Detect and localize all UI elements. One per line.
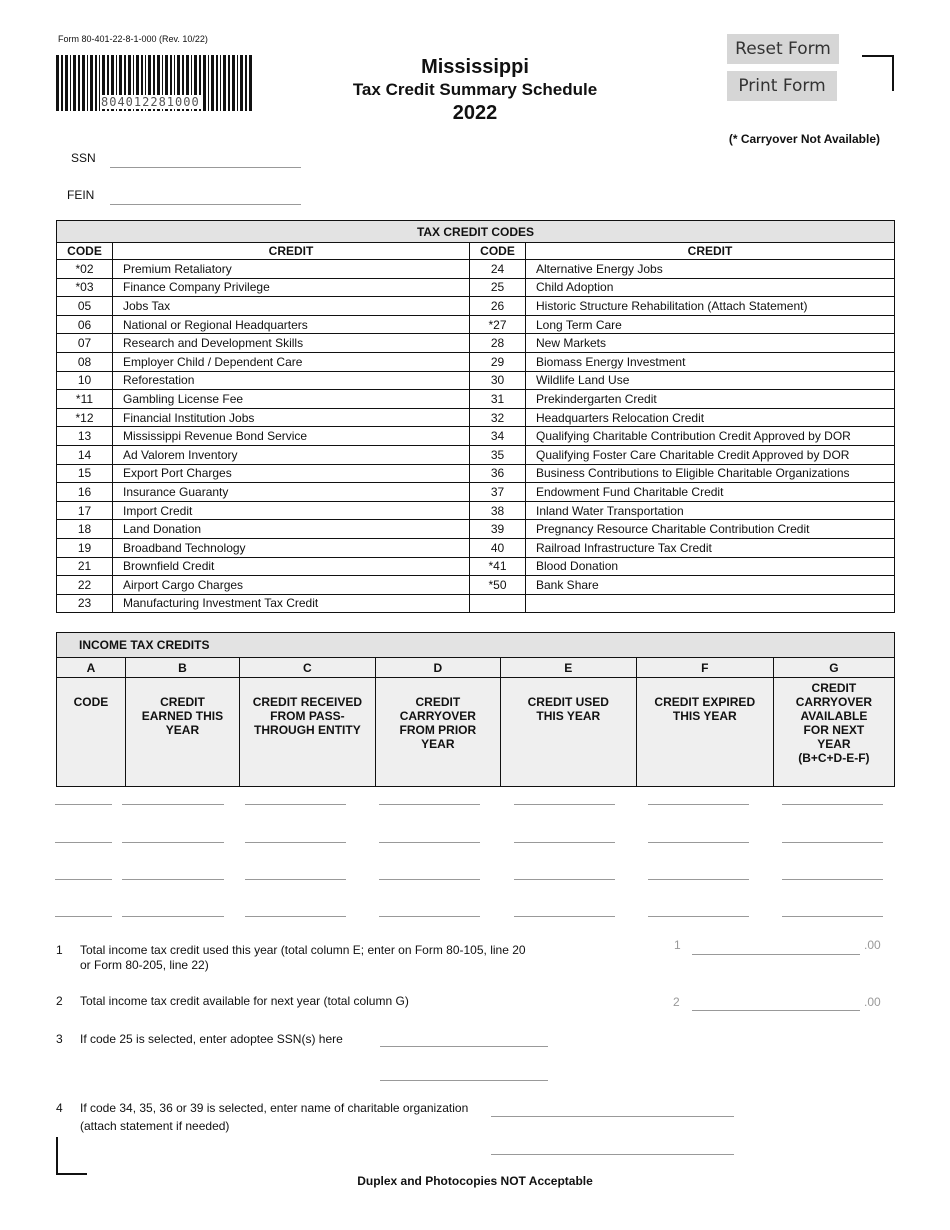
codes-table-row (57, 390, 895, 409)
credit-name: Business Contributions to Eligible Charitable Organizations (526, 464, 895, 483)
credit-code: 28 (470, 334, 526, 353)
column-header-code: CODE (57, 678, 126, 787)
credit-name: Broadband Technology (113, 538, 470, 557)
credit-name: Alternative Energy Jobs (526, 260, 895, 279)
codes-table-row (57, 297, 895, 316)
credit-code: *03 (57, 278, 113, 297)
credit-code: 25 (470, 278, 526, 297)
credit-name: Import Credit (113, 501, 470, 520)
codes-table-row (57, 520, 895, 539)
credit-name: Bank Share (526, 576, 895, 595)
credit-name: Blood Donation (526, 557, 895, 576)
charitable-org-input-2[interactable] (491, 1140, 734, 1155)
credit-code: 19 (57, 538, 113, 557)
credit-code (470, 594, 526, 613)
credit-code: 31 (470, 390, 526, 409)
entry-received-input[interactable] (245, 828, 346, 843)
credit-code: 10 (57, 371, 113, 390)
credit-name: Qualifying Foster Care Charitable Credit Approved by DOR (526, 445, 895, 464)
credit-name: Insurance Guaranty (113, 483, 470, 502)
credit-name: Historic Structure Rehabilitation (Attach Statement) (526, 297, 895, 316)
codes-table-row (57, 464, 895, 483)
column-letter: G (773, 658, 894, 678)
credit-code: 18 (57, 520, 113, 539)
entry-earned-input[interactable] (122, 902, 224, 917)
credit-name: Ad Valorem Inventory (113, 445, 470, 464)
credit-code: 07 (57, 334, 113, 353)
code-header: CODE (470, 243, 526, 260)
line-2-amount-input[interactable] (692, 996, 860, 1011)
column-header-expired: CREDIT EXPIRED THIS YEAR (636, 678, 773, 787)
credit-name: Wildlife Land Use (526, 371, 895, 390)
adoptee-ssn-input-2[interactable] (380, 1066, 548, 1081)
line-4-text-b: (attach statement if needed) (80, 1119, 230, 1133)
credit-code: *11 (57, 390, 113, 409)
credit-code: 36 (470, 464, 526, 483)
credit-code: *27 (470, 315, 526, 334)
entry-carryover-next-input[interactable] (782, 865, 883, 880)
credit-code: 32 (470, 408, 526, 427)
codes-table-row (57, 557, 895, 576)
codes-table-row (57, 352, 895, 371)
form-number: Form 80-401-22-8-1-000 (Rev. 10/22) (58, 34, 208, 44)
credit-code: 37 (470, 483, 526, 502)
credit-name: Land Donation (113, 520, 470, 539)
codes-table-row (57, 501, 895, 520)
column-letter: F (636, 658, 773, 678)
entry-expired-input[interactable] (648, 790, 749, 805)
credit-name: Export Port Charges (113, 464, 470, 483)
credit-code: 23 (57, 594, 113, 613)
entry-code-input[interactable] (55, 865, 112, 880)
codes-table-row (57, 260, 895, 279)
entry-carryover-prior-input[interactable] (379, 828, 480, 843)
credit-name: Qualifying Charitable Contribution Credit Approved by DOR (526, 427, 895, 446)
credit-name: Reforestation (113, 371, 470, 390)
footer-note: Duplex and Photocopies NOT Acceptable (357, 1174, 593, 1188)
column-header-earned: CREDIT EARNED THIS YEAR (125, 678, 239, 787)
credit-name: Pregnancy Resource Charitable Contribution Credit (526, 520, 895, 539)
credit-name: Premium Retaliatory (113, 260, 470, 279)
credit-name: Research and Development Skills (113, 334, 470, 353)
credit-name: Biomass Energy Investment (526, 352, 895, 371)
credit-name: Brownfield Credit (113, 557, 470, 576)
credit-name (526, 594, 895, 613)
entry-carryover-next-input[interactable] (782, 902, 883, 917)
line-1-box-number: 1 (674, 938, 681, 952)
entry-used-input[interactable] (514, 902, 615, 917)
credit-code: 30 (470, 371, 526, 390)
code-header: CODE (57, 243, 113, 260)
line-1-amount-input[interactable] (692, 940, 860, 955)
income-table-title: INCOME TAX CREDITS (57, 633, 895, 658)
barcode-number: 804012281000 (101, 95, 200, 109)
codes-table-row (57, 427, 895, 446)
credit-name: Employer Child / Dependent Care (113, 352, 470, 371)
tax-credit-codes-table (56, 220, 895, 613)
form-year: 2022 (452, 102, 498, 124)
entry-carryover-prior-input[interactable] (379, 902, 480, 917)
credit-code: *02 (57, 260, 113, 279)
credit-code: 08 (57, 352, 113, 371)
column-letter: B (125, 658, 239, 678)
entry-earned-input[interactable] (122, 828, 224, 843)
line-2-number: 2 (56, 994, 63, 1008)
credit-name: Endowment Fund Charitable Credit (526, 483, 895, 502)
entry-expired-input[interactable] (648, 828, 749, 843)
credit-code: 13 (57, 427, 113, 446)
codes-table-row (57, 408, 895, 427)
codes-table-title: TAX CREDIT CODES (57, 221, 895, 243)
line-2-box-number: 2 (673, 995, 680, 1009)
credit-code: 17 (57, 501, 113, 520)
line-1-number: 1 (56, 943, 63, 957)
entry-carryover-next-input[interactable] (782, 828, 883, 843)
credit-name: Mississippi Revenue Bond Service (113, 427, 470, 446)
credit-name: Manufacturing Investment Tax Credit (113, 594, 470, 613)
codes-table-row (57, 483, 895, 502)
fein-label: FEIN (67, 188, 95, 202)
corner-mark-top-right (862, 55, 894, 91)
credit-name: Airport Cargo Charges (113, 576, 470, 595)
credit-name: Long Term Care (526, 315, 895, 334)
credit-name: New Markets (526, 334, 895, 353)
print-form-button[interactable]: Print Form (727, 71, 837, 101)
credit-header: CREDIT (526, 243, 895, 260)
credit-code: 29 (470, 352, 526, 371)
credit-code: 16 (57, 483, 113, 502)
line-1-text-a: Total income tax credit used this year (total column E; enter on Form 80-105, line 20 (80, 943, 526, 957)
entry-used-input[interactable] (514, 865, 615, 880)
codes-table-row (57, 594, 895, 613)
credit-code: *12 (57, 408, 113, 427)
entry-expired-input[interactable] (648, 865, 749, 880)
credit-code: 39 (470, 520, 526, 539)
form-title: Tax Credit Summary Schedule (352, 80, 598, 99)
credit-code: 24 (470, 260, 526, 279)
carryover-note: (* Carryover Not Available) (728, 132, 880, 146)
line-3-text: If code 25 is selected, enter adoptee SSN(s) here (80, 1032, 343, 1046)
credit-name: Prekindergarten Credit (526, 390, 895, 409)
column-letter: C (239, 658, 375, 678)
entry-code-input[interactable] (55, 828, 112, 843)
credit-code: 05 (57, 297, 113, 316)
credit-name: Child Adoption (526, 278, 895, 297)
credit-code: 34 (470, 427, 526, 446)
line-2-text: Total income tax credit available for next year (total column G) (80, 994, 409, 1008)
credit-code: 26 (470, 297, 526, 316)
entry-received-input[interactable] (245, 865, 346, 880)
entry-carryover-next-input[interactable] (782, 790, 883, 805)
codes-table-row (57, 576, 895, 595)
entry-received-input[interactable] (245, 790, 346, 805)
credit-code: 35 (470, 445, 526, 464)
corner-mark-bottom-left (56, 1137, 87, 1175)
credit-header: CREDIT (113, 243, 470, 260)
reset-form-button[interactable]: Reset Form (727, 34, 839, 64)
credit-name: Inland Water Transportation (526, 501, 895, 520)
credit-code: 14 (57, 445, 113, 464)
charitable-org-input-1[interactable] (491, 1102, 734, 1117)
entry-code-input[interactable] (55, 902, 112, 917)
ssn-input[interactable] (110, 151, 301, 168)
entry-carryover-prior-input[interactable] (379, 790, 480, 805)
column-letter: E (500, 658, 636, 678)
line-4-text (80, 1101, 500, 1134)
fein-input[interactable] (110, 188, 301, 205)
credit-code: 15 (57, 464, 113, 483)
line-1-decimals: .00 (864, 938, 881, 952)
column-header-used: CREDIT USED THIS YEAR (500, 678, 636, 787)
credit-name: Jobs Tax (113, 297, 470, 316)
line-2-decimals: .00 (864, 995, 881, 1009)
entry-carryover-prior-input[interactable] (379, 865, 480, 880)
codes-table-row (57, 334, 895, 353)
codes-table-row (57, 445, 895, 464)
entry-expired-input[interactable] (648, 902, 749, 917)
adoptee-ssn-input-1[interactable] (380, 1032, 548, 1047)
credit-code: 22 (57, 576, 113, 595)
line-4-number: 4 (56, 1101, 63, 1115)
entry-received-input[interactable] (245, 902, 346, 917)
line-3-number: 3 (56, 1032, 63, 1046)
credit-code: 21 (57, 557, 113, 576)
income-tax-credits-table (56, 632, 895, 787)
ssn-label: SSN (71, 151, 96, 165)
entry-code-input[interactable] (55, 790, 112, 805)
codes-table-row (57, 538, 895, 557)
column-header-carryover-next: CREDIT CARRYOVER AVAILABLE FOR NEXT YEAR (B+C+D-E-F) (773, 678, 894, 787)
entry-used-input[interactable] (514, 790, 615, 805)
codes-table-row (57, 278, 895, 297)
entry-used-input[interactable] (514, 828, 615, 843)
credit-name: Railroad Infrastructure Tax Credit (526, 538, 895, 557)
column-letter: D (375, 658, 500, 678)
credit-name: Finance Company Privilege (113, 278, 470, 297)
credit-code: 38 (470, 501, 526, 520)
entry-earned-input[interactable] (122, 790, 224, 805)
credit-code: 06 (57, 315, 113, 334)
credit-code: *41 (470, 557, 526, 576)
form-state: Mississippi (421, 56, 529, 78)
column-header-carryover-prior: CREDIT CARRYOVER FROM PRIOR YEAR (375, 678, 500, 787)
credit-name: National or Regional Headquarters (113, 315, 470, 334)
entry-earned-input[interactable] (122, 865, 224, 880)
codes-table-row (57, 315, 895, 334)
line-1-text-b: or Form 80-205, line 22) (80, 958, 209, 972)
line-1-text (80, 943, 560, 973)
line-4-text-a: If code 34, 35, 36 or 39 is selected, enter name of charitable organization (80, 1101, 469, 1115)
credit-name: Financial Institution Jobs (113, 408, 470, 427)
credit-name: Headquarters Relocation Credit (526, 408, 895, 427)
credit-code: 40 (470, 538, 526, 557)
codes-table-row (57, 371, 895, 390)
credit-code: *50 (470, 576, 526, 595)
column-letter: A (57, 658, 126, 678)
column-header-received: CREDIT RECEIVED FROM PASS-THROUGH ENTITY (239, 678, 375, 787)
credit-name: Gambling License Fee (113, 390, 470, 409)
